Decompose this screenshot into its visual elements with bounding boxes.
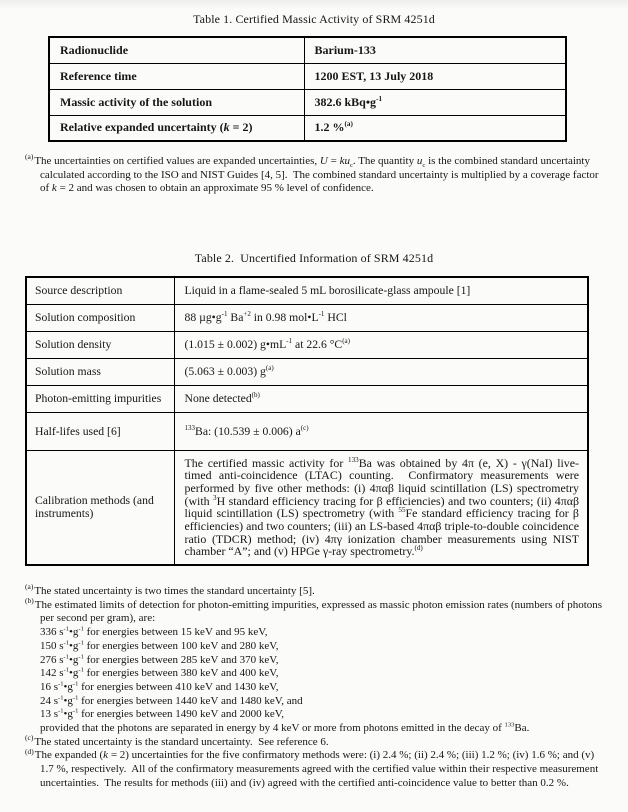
table1-value-expanded-uncertainty: 1.2 %$^{(a)}$ — [304, 115, 566, 141]
table2-footnotes — [25, 582, 609, 791]
footnote-text: The expanded (k = 2) uncertainties for the five confirmatory methods were: (i) 2.4 %; (ii) 2.4 %; (iii) 1.2 %; (iv) 1.6 %; and (v) 1.7 %, respectively. All of the confirmatory measurements agreed with the certified value within their respective measurement uncertainties. The results for methods (iii) and (iv) agreed with the certified anti-coincidence value to better than 0.2 %. — [34, 749, 599, 789]
table2-label-solution-composition: Solution composition — [26, 304, 174, 331]
table2-value-source-description: Liquid in a flame-sealed 5 mL borosilicate-glass ampoule [1] — [174, 277, 588, 304]
emission-rate-line: 276 $s^{-1}•g^{-1}$ for energies between 285 keV and 370 keV, — [40, 652, 279, 666]
table2-value-calibration-methods: The certified massic activity for $^{133}$Ba was obtained by 4π (e, X) - γ(NaI) live-timed anti-coincidence (LTAC) counting. Confirmatory measurements were performed by five other methods: (i) 4παβ liquid scintillation (LS) spectrometry (with $^3$H standard efficiency tracing for β efficiencies) and two counters; (ii) 4παβ liquid scintillation (LS) spectrometry (with $^{55}$Fe standard efficiency tracing for β efficiencies) and two counters; (iii) an LS-based 4παβ triple-to-double coincidence ratio (TDCR) method; (iv) 4πγ ionization chamber measurements using NIST chamber “A”; and (v) HPGe γ-ray spectrometry.$^{(d)}$ — [174, 450, 588, 565]
table1-title: Table 1. Certified Massic Activity of SRM 4251d — [193, 12, 435, 26]
table2-label-half-lifes: Half-lifes used [6] — [26, 412, 174, 450]
table1-value-reference-time: 1200 EST, 13 July 2018 — [304, 63, 566, 89]
table1-certified-massic-activity — [48, 36, 567, 142]
table1-value-massic-activity: 382.6 $kBq•g^{-1}$ — [304, 89, 566, 115]
footnote-marker: (b) — [25, 596, 34, 606]
table2-value-solution-mass: (5.063 ± 0.003) $g^{(a)}$ — [174, 358, 588, 385]
footnote-a-table1 — [25, 152, 606, 196]
footnote-marker: (a) — [25, 152, 34, 162]
table1-value-radionuclide: Barium-133 — [304, 37, 566, 63]
emission-rate-line: 336 $s^{-1}•g^{-1}$ for energies between 15 keV and 95 keV, — [40, 625, 268, 639]
footnote-d — [25, 746, 609, 790]
table-row — [26, 331, 588, 358]
footnote-text: The uncertainties on certified values are expanded uncertainties, $U = ku_c$. The quantity $u_c$ is the combined standard uncertainty calculated according to the ISO and NIST Guides [4, 5]. The combined standard uncertainty is multiplied by a coverage factor of k = 2 and was chosen to obtain an approximate 95 % level of confidence. — [34, 155, 599, 195]
footnote-b-proviso: provided that the photons are separated in energy by 4 keV or more from photons emitted in the decay of $^{133}$Ba. — [40, 721, 530, 735]
table2-value-solution-density: (1.015 ± 0.002) $g•mL^{-1}$ at 22.6 $^\circ C^{(a)}$ — [174, 331, 588, 358]
table-row — [26, 450, 588, 565]
table2-title: Table 2. Uncertified Information of SRM 4251d — [194, 251, 434, 265]
table-row — [49, 89, 566, 115]
table-row — [26, 385, 588, 412]
table2-label-source-description: Source description — [26, 277, 174, 304]
footnote-text: The stated uncertainty is the standard uncertainty. See reference 6. — [34, 735, 329, 748]
emission-rate-line: 24 $s^{-1}•g^{-1}$ for energies between 1440 keV and 1480 keV, and — [40, 693, 303, 707]
table-row — [26, 277, 588, 304]
footnote-a — [25, 582, 609, 599]
emission-rate-line: 150 $s^{-1}•g^{-1}$ for energies between 100 keV and 280 keV, — [40, 639, 279, 652]
footnote-marker: (d) — [25, 746, 34, 756]
footnote-text: The stated uncertainty is two times the standard uncertainty [5]. — [34, 585, 315, 597]
table2-label-photon-impurities: Photon-emitting impurities — [26, 385, 174, 412]
footnote-c — [25, 733, 609, 750]
table2-value-solution-composition: 88 $\mu g•g^{-1}$ $Ba^{+2}$ in 0.98 $mol•L^{-1}$ HCl — [174, 304, 588, 331]
footnote-marker: (c) — [25, 733, 34, 743]
table2-label-solution-mass: Solution mass — [26, 358, 174, 385]
table-row — [26, 304, 588, 331]
footnote-b — [25, 596, 609, 736]
table1-label-radionuclide: Radionuclide — [49, 37, 304, 63]
table1-footnotes — [25, 152, 606, 196]
table2-value-half-lifes: $^{133}$Ba: (10.539 ± 0.006) $a^{(c)}$ — [174, 412, 588, 450]
table1-label-massic-activity: Massic activity of the solution — [49, 89, 304, 115]
footnote-marker: (a) — [25, 582, 34, 592]
table2-value-photon-impurities: None detected$^{(b)}$ — [174, 385, 588, 412]
emission-rate-line: 16 $s^{-1}•g^{-1}$ for energies between 410 keV and 1430 keV, — [40, 680, 279, 693]
footnote-text: The estimated limits of detection for photon-emitting impurities, expressed as massic photon emission rates (numbers of photons per second per gram), are: — [34, 598, 603, 625]
table-row — [26, 358, 588, 385]
table-row — [49, 115, 566, 141]
table2-label-calibration-methods: Calibration methods (and instruments) — [26, 450, 174, 565]
emission-rate-line: 142 $s^{-1}•g^{-1}$ for energies between 380 keV and 400 keV, — [40, 666, 279, 680]
table2-uncertified-information — [25, 276, 589, 566]
emission-rate-line: 13 $s^{-1}•g^{-1}$ for energies between 1490 keV and 2000 keV, — [40, 707, 284, 721]
table1-label-expanded-uncertainty: Relative expanded uncertainty (k = 2) — [49, 115, 304, 141]
table-row — [49, 37, 566, 63]
table2-label-solution-density: Solution density — [26, 331, 174, 358]
table1-label-reference-time: Reference time — [49, 63, 304, 89]
table-row — [49, 63, 566, 89]
table-row — [26, 412, 588, 450]
